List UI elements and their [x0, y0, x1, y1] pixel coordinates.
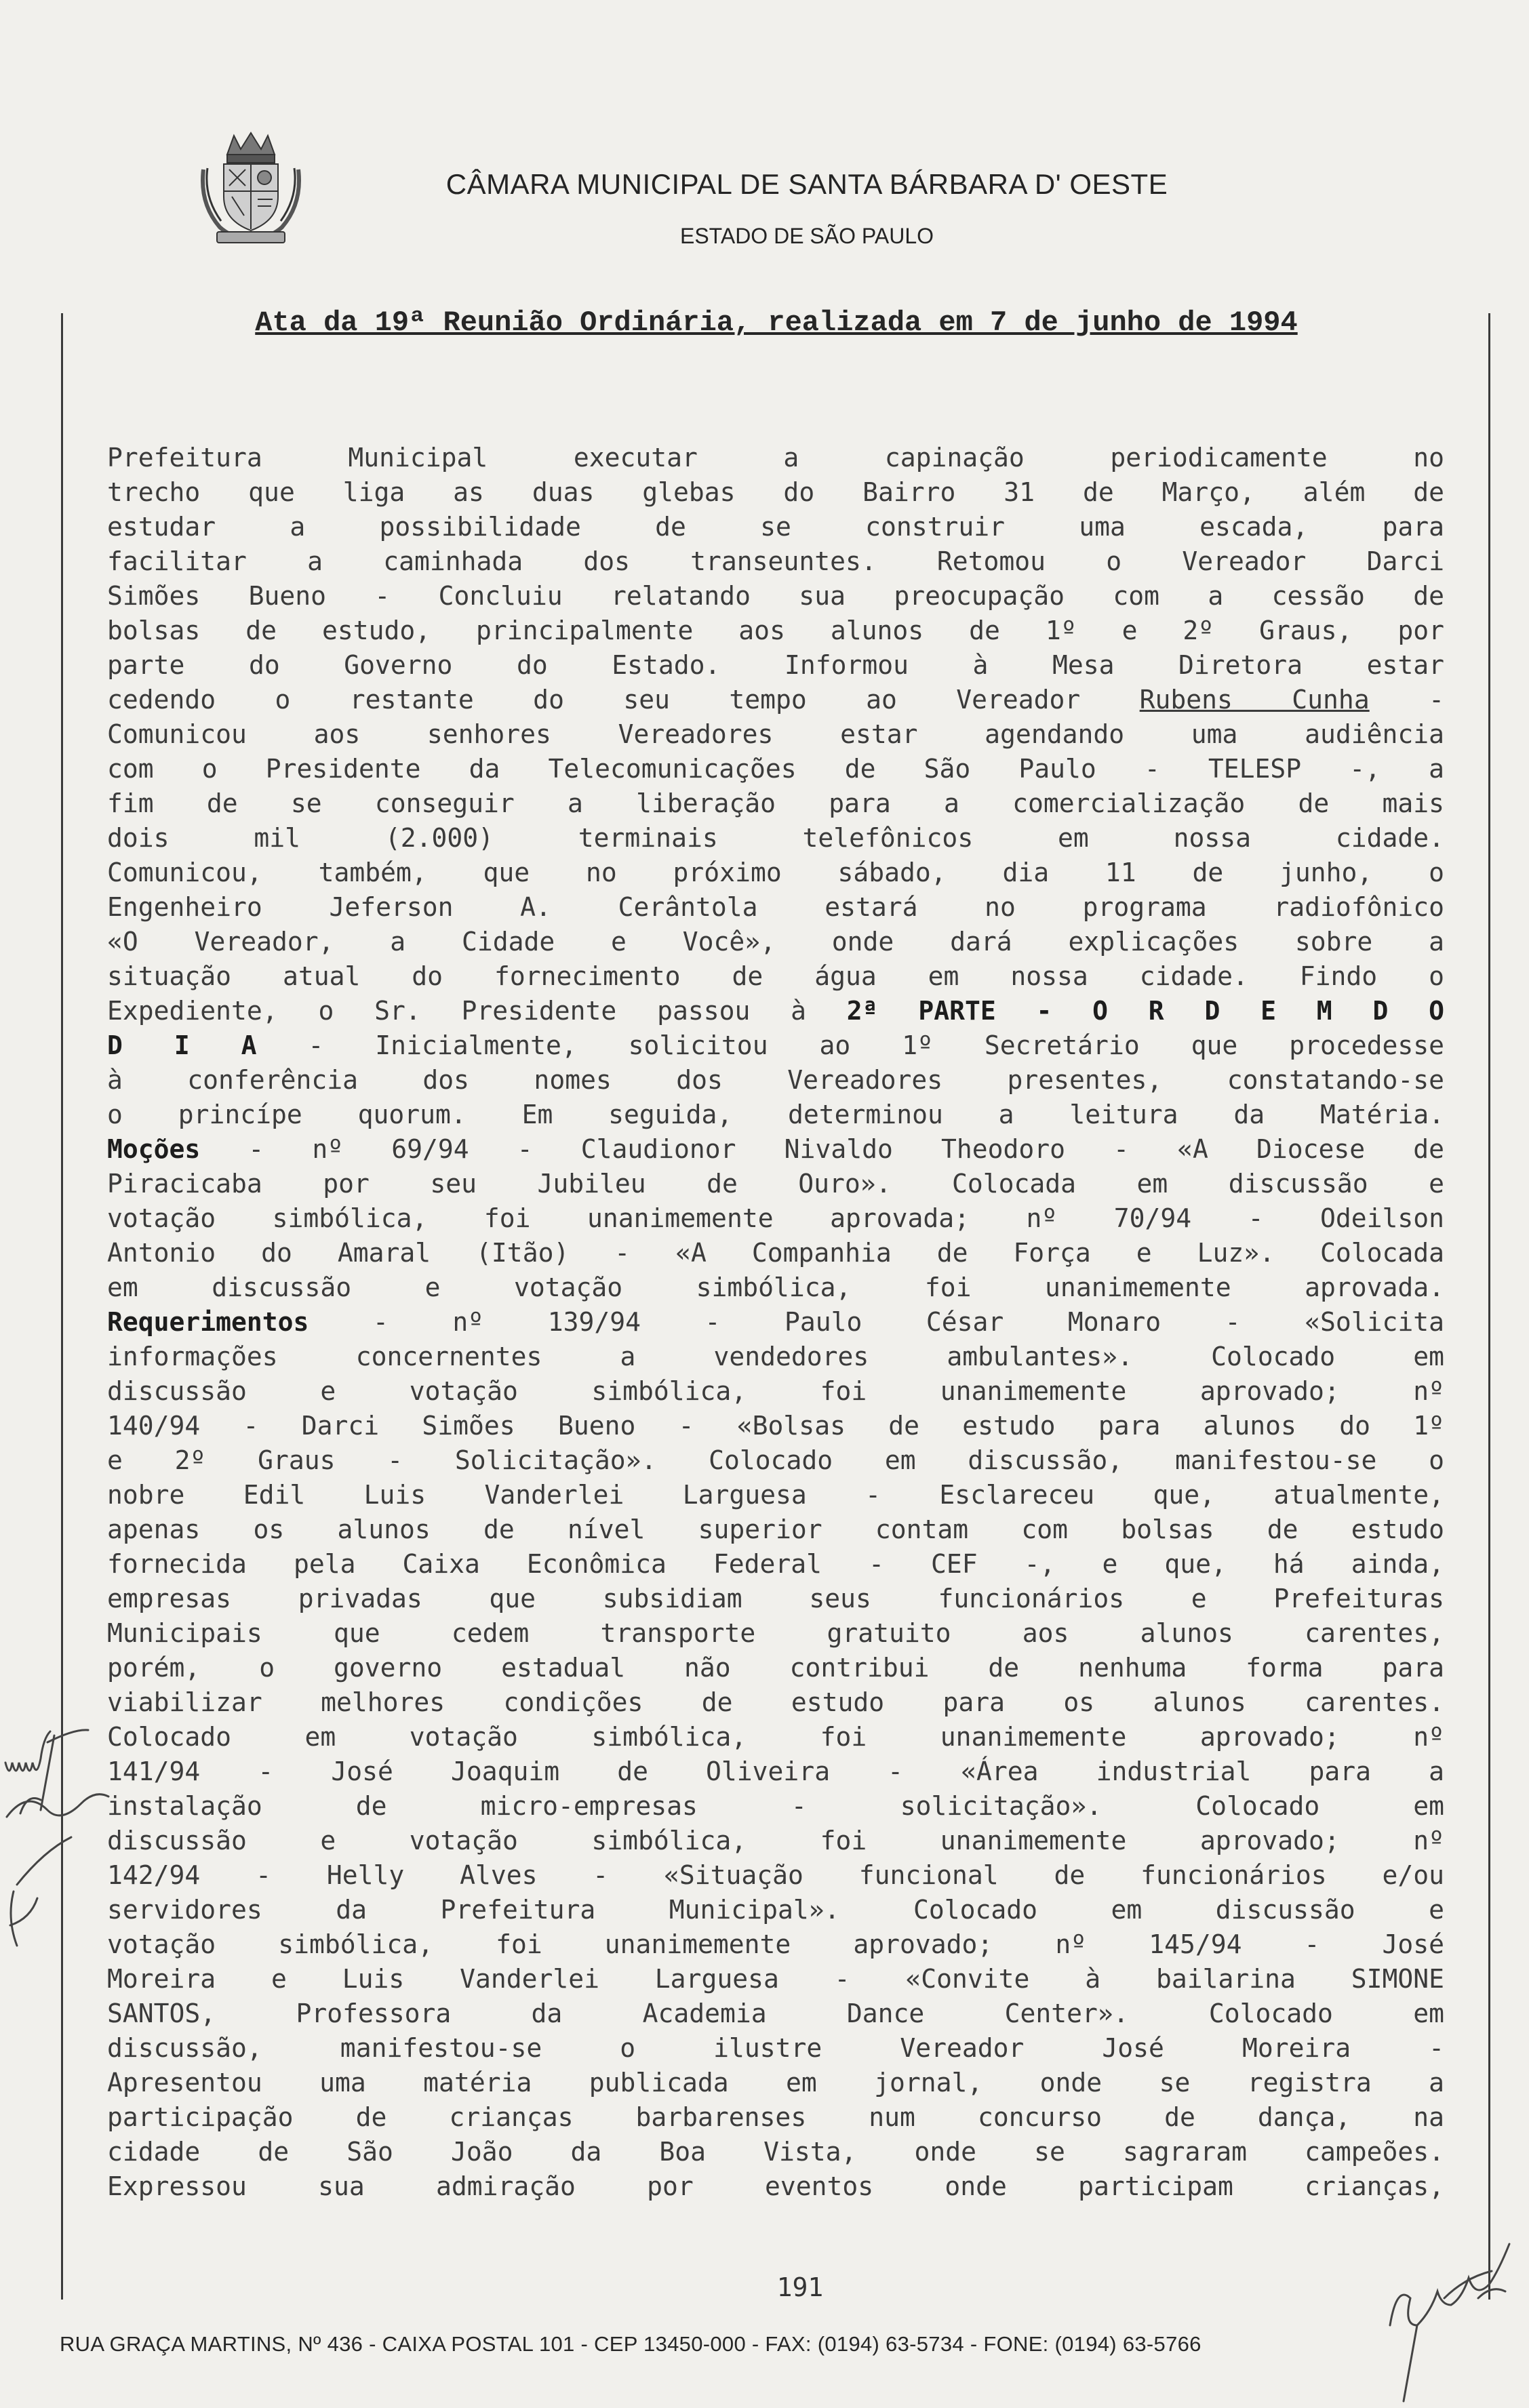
body-line: Apresentou uma matéria publicada em jornal, onde se registra a — [107, 2068, 1444, 2098]
body-line: participação de crianças barbarenses num concurso de dança, na — [107, 2102, 1444, 2132]
body-line: fim de se conseguir a liberação para a comercialização de mais — [107, 788, 1444, 818]
body-line: em discussão e votação simbólica, foi unanimemente aprovada. — [107, 1272, 1444, 1302]
body-line: discussão, manifestou-se o ilustre Vereador José Moreira - — [107, 2033, 1444, 2063]
body-line: SANTOS, Professora da Academia Dance Center». Colocado em — [107, 1999, 1444, 2028]
body-line: Simões Bueno - Concluiu relatando sua preocupação com a cessão de — [107, 581, 1444, 611]
body-line: dois mil (2.000) terminais telefônicos em nossa cidade. — [107, 823, 1444, 853]
body-line: facilitar a caminhada dos transeuntes. Retomou o Vereador Darci — [107, 546, 1444, 576]
body-text: - Inicialmente, solicitou ao 1º Secretário que procedesse — [308, 1030, 1444, 1060]
body-line: «O Vereador, a Cidade e Você», onde dará explicações sobre a — [107, 927, 1444, 957]
section-heading: D I A — [107, 1030, 257, 1060]
right-margin-rule — [1488, 313, 1490, 2300]
body-line: apenas os alunos de nível superior contam com bolsas de estudo — [107, 1514, 1444, 1544]
left-margin-rule — [61, 313, 63, 2300]
body-text: cedendo o restante do seu tempo ao Vereador — [107, 685, 1081, 715]
body-line — [107, 683, 1444, 717]
body-line: com o Presidente da Telecomunicações de São Paulo - TELESP -, a — [107, 754, 1444, 784]
minutes-body — [107, 441, 1444, 2204]
body-line: Colocado em votação simbólica, foi unanimemente aprovado; nº — [107, 1722, 1444, 1752]
minutes-title: Ata da 19ª Reunião Ordinária, realizada em 7 de junho de 1994 — [255, 306, 1298, 339]
body-line: fornecida pela Caixa Econômica Federal - CEF -, e que, há ainda, — [107, 1549, 1444, 1579]
body-line: e 2º Graus - Solicitação». Colocado em discussão, manifestou-se o — [107, 1445, 1444, 1475]
body-text: - nº 139/94 - Paulo César Monaro - «Solicita — [372, 1307, 1444, 1337]
body-line: discussão e votação simbólica, foi unanimemente aprovado; nº — [107, 1826, 1444, 1855]
body-line: Moreira e Luis Vanderlei Larguesa - «Convite à bailarina SIMONE — [107, 1964, 1444, 1994]
body-line: 141/94 - José Joaquim de Oliveira - «Área industrial para a — [107, 1757, 1444, 1786]
body-line: Expressou sua admiração por eventos onde participam crianças, — [107, 2171, 1444, 2201]
body-line: votação simbólica, foi unanimemente aprovada; nº 70/94 - Odeilson — [107, 1203, 1444, 1233]
body-line: nobre Edil Luis Vanderlei Larguesa - Esclareceu que, atualmente, — [107, 1480, 1444, 1510]
body-line: parte do Governo do Estado. Informou à Mesa Diretora estar — [107, 650, 1444, 680]
body-text: - nº 69/94 - Claudionor Nivaldo Theodoro - «A Diocese de — [248, 1134, 1444, 1164]
body-line: Prefeitura Municipal executar a capinação periodicamente no — [107, 443, 1444, 473]
body-line: cidade de São João da Boa Vista, onde se sagraram campeões. — [107, 2137, 1444, 2167]
body-line: empresas privadas que subsidiam seus funcionários e Prefeituras — [107, 1584, 1444, 1613]
handwritten-signature-icon — [1376, 2224, 1529, 2408]
body-line: situação atual do fornecimento de água em nossa cidade. Findo o — [107, 961, 1444, 991]
body-line: o princípe quorum. Em seguida, determinou a leitura da Matéria. — [107, 1100, 1444, 1129]
body-line — [107, 1305, 1444, 1340]
body-line: trecho que liga as duas glebas do Bairro 31 de Março, além de — [107, 477, 1444, 507]
body-line: servidores da Prefeitura Municipal». Colocado em discussão e — [107, 1895, 1444, 1925]
body-line: votação simbólica, foi unanimemente aprovado; nº 145/94 - José — [107, 1929, 1444, 1959]
body-line: Comunicou, também, que no próximo sábado, dia 11 de junho, o — [107, 858, 1444, 887]
body-line: Comunicou aos senhores Vereadores estar agendando uma audiência — [107, 719, 1444, 749]
body-line: porém, o governo estadual não contribui de nenhuma forma para — [107, 1653, 1444, 1683]
body-line: estudar a possibilidade de se construir uma escada, para — [107, 512, 1444, 542]
coat-of-arms-icon — [197, 129, 305, 247]
body-line: 140/94 - Darci Simões Bueno - «Bolsas de estudo para alunos do 1º — [107, 1411, 1444, 1441]
body-line — [107, 1028, 1444, 1063]
handwritten-initials-icon — [0, 1722, 122, 1980]
body-line: Engenheiro Jeferson A. Cerântola estará no programa radiofônico — [107, 892, 1444, 922]
body-line — [107, 994, 1444, 1028]
body-line: instalação de micro-empresas - solicitação». Colocado em — [107, 1791, 1444, 1821]
body-line: discussão e votação simbólica, foi unanimemente aprovado; nº — [107, 1376, 1444, 1406]
body-line: viabilizar melhores condições de estudo para os alunos carentes. — [107, 1687, 1444, 1717]
page-number: 191 — [776, 2272, 824, 2302]
body-line: Municipais que cedem transporte gratuito aos alunos carentes, — [107, 1618, 1444, 1648]
institution-name: CÂMARA MUNICIPAL DE SANTA BÁRBARA D' OESTE — [445, 168, 1168, 200]
section-heading: Requerimentos — [107, 1307, 309, 1337]
body-text: Expediente, o Sr. Presidente passou à — [107, 996, 806, 1026]
body-line: Antonio do Amaral (Itão) - «A Companhia de Força e Luz». Colocada — [107, 1238, 1444, 1268]
body-line: 142/94 - Helly Alves - «Situação funcional de funcionários e/ou — [107, 1860, 1444, 1890]
body-line: Piracicaba por seu Jubileu de Ouro». Colocada em discussão e — [107, 1169, 1444, 1199]
state-name: ESTADO DE SÃO PAULO — [679, 224, 934, 248]
underlined-name: Rubens Cunha — [1139, 685, 1370, 715]
body-line: informações concernentes a vendedores ambulantes». Colocado em — [107, 1342, 1444, 1371]
section-heading: Moções — [107, 1134, 201, 1164]
body-text: - — [1429, 685, 1444, 715]
letterhead-footer: RUA GRAÇA MARTINS, Nº 436 - CAIXA POSTAL 101 - CEP 13450-000 - FAX: (0194) 63-5734 - FONE: (0194) 63-5766 — [60, 2332, 1202, 2356]
section-heading: 2ª PARTE - O R D E M D O — [846, 996, 1444, 1026]
body-line: à conferência dos nomes dos Vereadores presentes, constatando-se — [107, 1065, 1444, 1095]
body-line: bolsas de estudo, principalmente aos alunos de 1º e 2º Graus, por — [107, 616, 1444, 645]
body-line — [107, 1132, 1444, 1167]
